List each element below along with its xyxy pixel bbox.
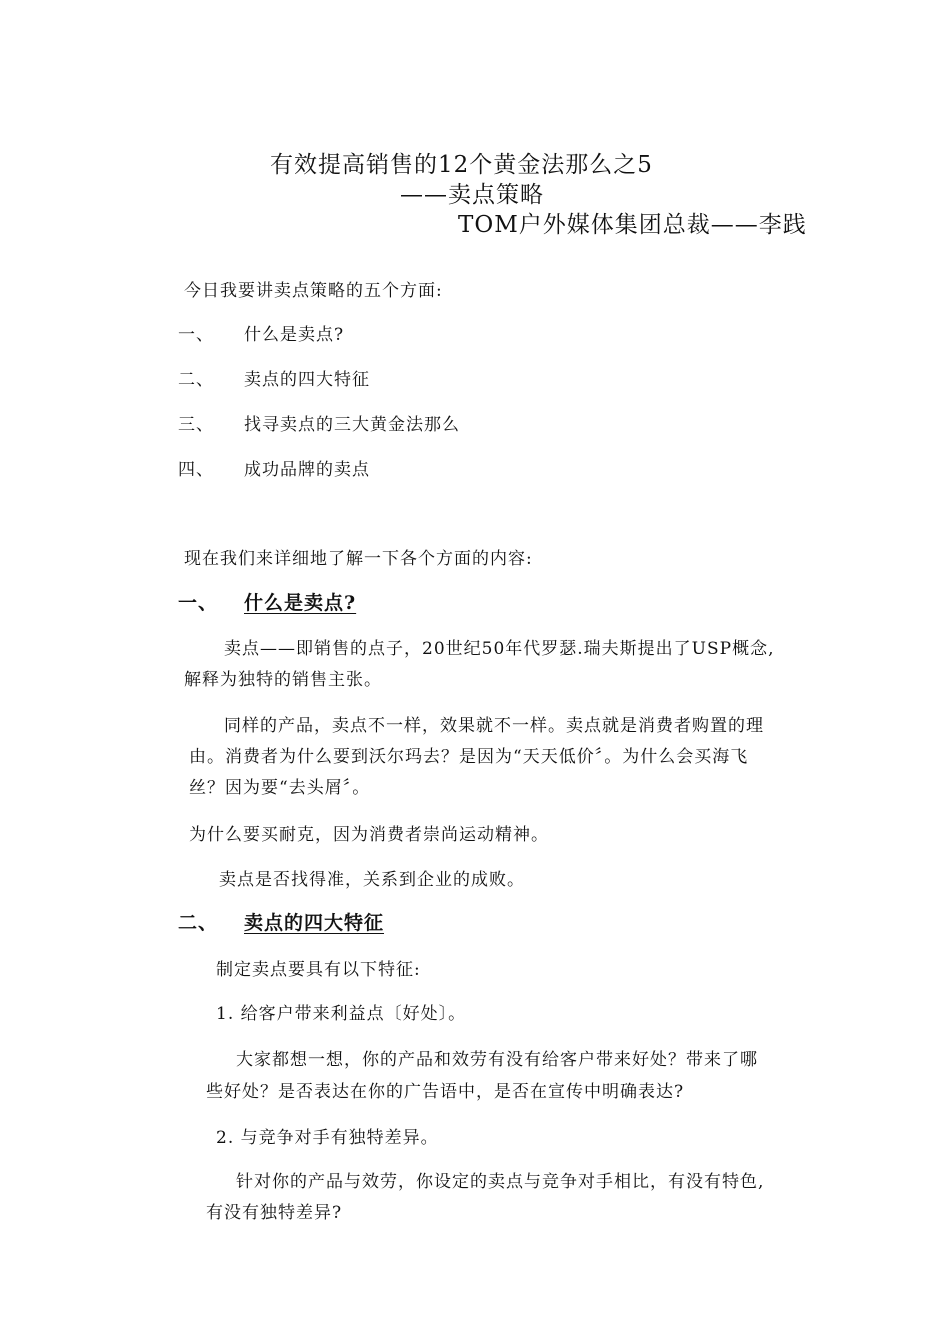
outline-text: 找寻卖点的三大黄金法那么	[244, 415, 460, 435]
outline-text: 成功品牌的卖点	[244, 460, 370, 480]
section1-paragraph: 丝？因为要“去头屑〞。	[189, 778, 371, 798]
section1-number: 一、	[178, 592, 219, 614]
feature-item: 2. 与竞争对手有独特差异。	[216, 1128, 439, 1148]
intro-text: 今日我要讲卖点策略的五个方面:	[184, 281, 443, 301]
feature-item: 1. 给客户带来利益点〔好处〕。	[216, 1004, 467, 1024]
section1-title: 什么是卖点?	[244, 592, 357, 614]
section2-title: 卖点的四大特征	[244, 912, 385, 934]
section1-paragraph: 由。消费者为什么要到沃尔玛去？是因为“天天低价〞。为什么会买海飞	[189, 747, 749, 767]
detail-intro: 现在我们来详细地了解一下各个方面的内容:	[184, 549, 533, 569]
section2-intro: 制定卖点要具有以下特征:	[216, 960, 421, 980]
section2-number: 二、	[178, 912, 219, 934]
outline-text: 什么是卖点?	[244, 325, 345, 345]
feature-description: 针对你的产品与效劳，你设定的卖点与竞争对手相比，有没有特色,	[236, 1172, 765, 1192]
title-line2: ——卖点策略	[400, 182, 544, 208]
title-line1: 有效提高销售的12个黄金法那么之5	[270, 152, 653, 178]
section1-paragraph: 卖点是否找得准，关系到企业的成败。	[219, 870, 525, 890]
outline-item	[178, 320, 344, 345]
outline-number: 一、	[178, 325, 214, 345]
outline-text: 卖点的四大特征	[244, 370, 370, 390]
section2-heading	[178, 908, 384, 935]
title-author: TOM户外媒体集团总裁——李践	[458, 212, 807, 238]
outline-item	[178, 365, 370, 390]
outline-number: 二、	[178, 370, 214, 390]
section1-paragraph: 解释为独特的销售主张。	[184, 670, 382, 690]
feature-description: 些好处？是否表达在你的广告语中，是否在宣传中明确表达?	[206, 1082, 685, 1102]
section1-paragraph: 卖点——即销售的点子，20世纪50年代罗瑟.瑞夫斯提出了USP概念,	[224, 639, 775, 659]
feature-description: 大家都想一想，你的产品和效劳有没有给客户带来好处？带来了哪	[236, 1050, 758, 1070]
outline-number: 三、	[178, 415, 214, 435]
section1-heading	[178, 588, 356, 615]
section1-paragraph: 同样的产品，卖点不一样，效果就不一样。卖点就是消费者购置的理	[224, 716, 764, 736]
feature-description: 有没有独特差异?	[206, 1203, 343, 1223]
outline-number: 四、	[178, 460, 214, 480]
outline-item	[178, 410, 460, 435]
outline-item	[178, 455, 370, 480]
section1-paragraph: 为什么要买耐克，因为消费者崇尚运动精神。	[189, 825, 549, 845]
